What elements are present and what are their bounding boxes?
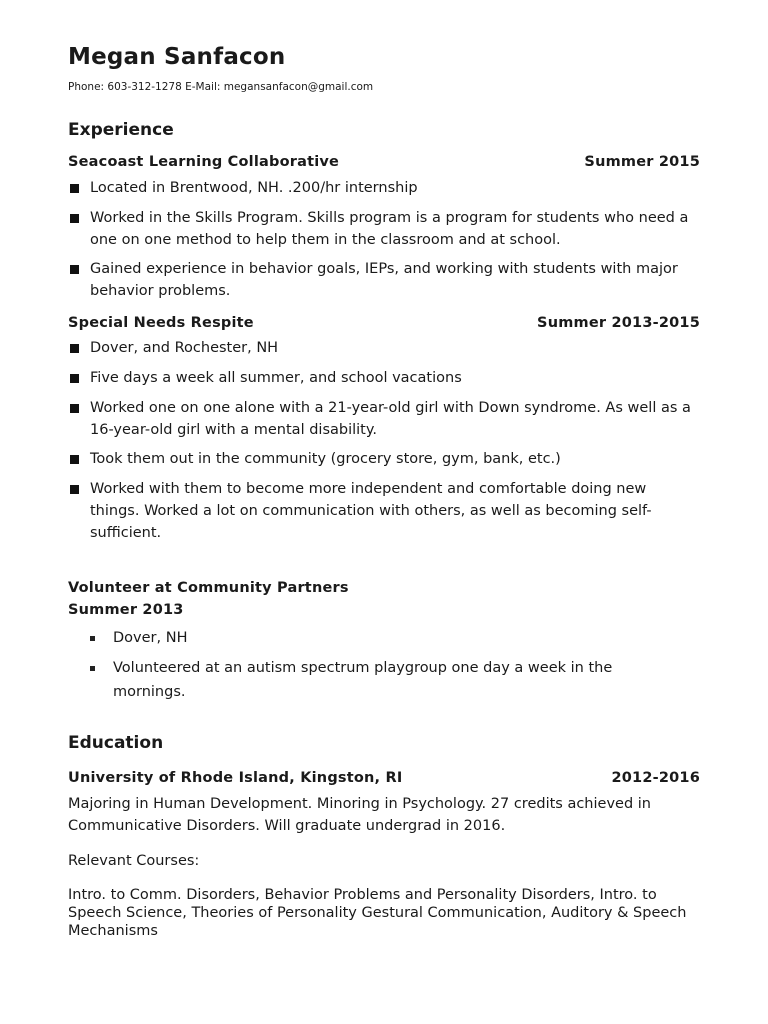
square-bullet-icon	[70, 404, 79, 413]
square-bullet-icon	[70, 344, 79, 353]
square-bullet-icon	[70, 184, 79, 193]
bullet-item: Worked with them to become more independent and comfortable doing new things. Worked a lot on communication with others, as well as becoming self-sufficient.	[68, 478, 700, 544]
job-title: Special Needs Respite	[68, 315, 254, 331]
job-title: Seacoast Learning Collaborative	[68, 154, 340, 170]
small-square-bullet-icon	[90, 666, 95, 671]
experience-heading: Experience	[68, 120, 174, 140]
volunteer-date: Summer 2013	[68, 602, 184, 618]
bullet-item: Located in Brentwood, NH. .200/hr internship	[68, 177, 700, 199]
volunteer-title: Volunteer at Community Partners	[68, 580, 349, 596]
job-date: Summer 2013-2015	[537, 315, 700, 331]
bullet-item: Volunteered at an autism spectrum playgroup one day a week in the mornings.	[68, 656, 668, 704]
bullet-item: Dover, and Rochester, NH	[68, 337, 700, 359]
school-name: University of Rhode Island, Kingston, RI	[68, 770, 403, 786]
square-bullet-icon	[70, 455, 79, 464]
job-header	[68, 154, 700, 170]
bullet-item: Took them out in the community (grocery store, gym, bank, etc.)	[68, 448, 700, 470]
bullet-item: Five days a week all summer, and school vacations	[68, 367, 700, 389]
education-heading: Education	[68, 733, 164, 753]
small-square-bullet-icon	[90, 636, 95, 641]
square-bullet-icon	[70, 485, 79, 494]
education-description: Majoring in Human Development. Minoring in Psychology. 27 credits achieved in Communicative Disorders. Will graduate undergrad in 2016.	[68, 796, 651, 834]
bullet-item: Dover, NH	[68, 626, 668, 650]
bullet-item: Gained experience in behavior goals, IEPs, and working with students with major behavior problems.	[68, 258, 700, 302]
square-bullet-icon	[70, 265, 79, 274]
square-bullet-icon	[70, 374, 79, 383]
job-date: Summer 2015	[584, 154, 700, 170]
bullet-item: Worked one on one alone with a 21-year-old girl with Down syndrome. As well as a 16-year-old girl with a mental disability.	[68, 397, 700, 441]
job-header	[68, 315, 700, 331]
candidate-name: Megan Sanfacon	[68, 44, 286, 70]
contact-line: Phone: 603-312-1278 E-Mail: megansanfacon@gmail.com	[68, 81, 374, 93]
school-header	[68, 770, 700, 786]
courses-list: Intro. to Comm. Disorders, Behavior Problems and Personality Disorders, Intro. to Speech Science, Theories of Personality Gestural Communication, Auditory & Speech Mechanisms	[68, 887, 687, 939]
square-bullet-icon	[70, 214, 79, 223]
courses-label: Relevant Courses:	[68, 853, 200, 869]
bullet-item: Worked in the Skills Program. Skills program is a program for students who need a one on one method to help them in the classroom and at school.	[68, 207, 700, 251]
school-date: 2012-2016	[611, 770, 700, 786]
